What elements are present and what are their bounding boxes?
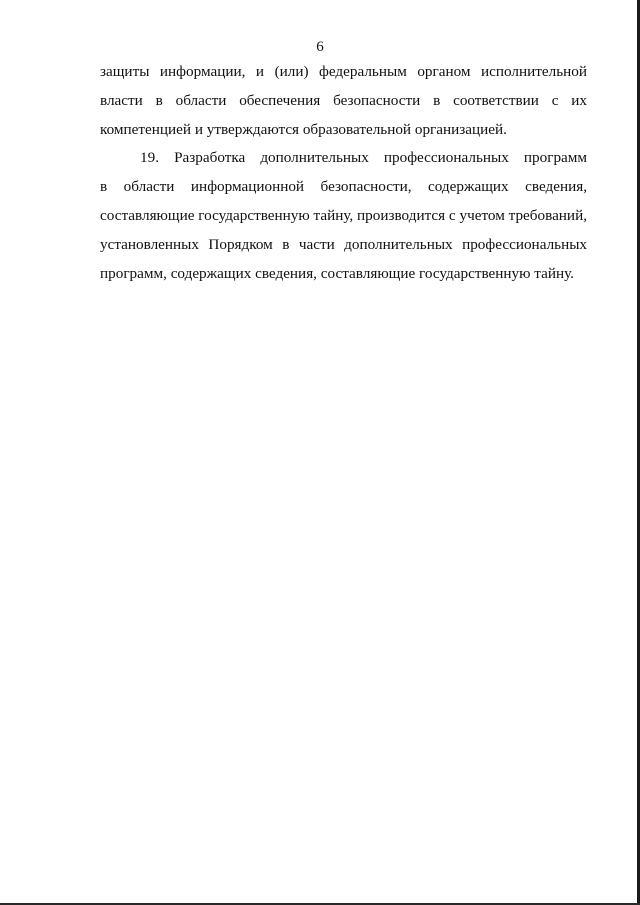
text-line: власти в области обеспечения безопасности в соответствии с их (100, 91, 587, 109)
text-line: защиты информации, и (или) федеральным органом исполнительной (100, 63, 587, 80)
text-line: программ, содержащих сведения, составляющие государственную тайну. (100, 264, 574, 282)
text-line: компетенцией и утверждаются образовательной организацией. (100, 120, 507, 138)
text-line: составляющие государственную тайну, производится с учетом требований, (100, 206, 587, 224)
text-line: установленных Порядком в части дополнительных профессиональных (100, 235, 587, 253)
text-line: 19. Разработка дополнительных профессиональных программ (140, 149, 587, 167)
body-text (100, 58, 587, 288)
text-line: в области информационной безопасности, содержащих сведения, (100, 178, 587, 196)
paragraph-19 (100, 144, 587, 288)
paragraph-continuation (100, 58, 587, 144)
page-number: 6 (316, 39, 324, 55)
